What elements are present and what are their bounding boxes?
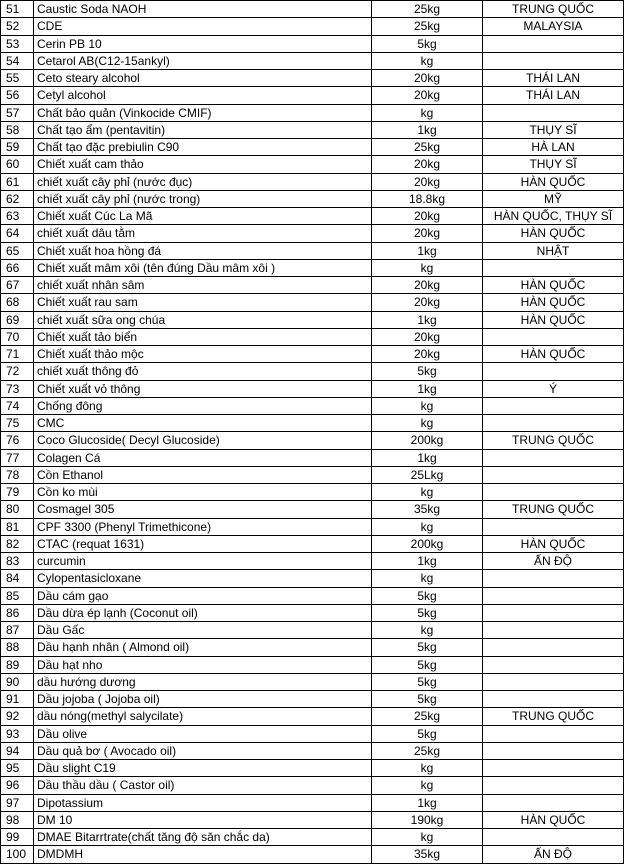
product-name-cell[interactable]: dầu nóng(methyl salycilate) <box>34 708 372 725</box>
product-name-cell[interactable]: Cetarol AB(C12-15ankyl) <box>34 52 372 69</box>
product-name-cell[interactable]: Dầu thầu dầu ( Castor oil) <box>34 777 372 794</box>
origin-country-cell[interactable]: THÁI LAN <box>483 87 624 104</box>
table-body <box>1 1 624 864</box>
table-row <box>1 259 624 276</box>
quantity-cell[interactable]: kg <box>372 52 483 69</box>
table-row <box>1 742 624 759</box>
product-name-cell[interactable]: Chiết xuất thảo mộc <box>34 346 372 363</box>
origin-country-cell[interactable] <box>483 829 624 846</box>
table-row <box>1 553 624 570</box>
table-row <box>1 173 624 190</box>
quantity-cell[interactable]: 25kg <box>372 139 483 156</box>
product-name-cell[interactable]: Dầu slight C19 <box>34 760 372 777</box>
row-number-cell[interactable]: 65 <box>1 242 34 259</box>
origin-country-cell[interactable]: THÁI LAN <box>483 70 624 87</box>
row-number-cell[interactable]: 62 <box>1 190 34 207</box>
row-number-cell[interactable]: 74 <box>1 397 34 414</box>
product-name-cell[interactable]: Cồn Ethanol <box>34 466 372 483</box>
table-row <box>1 466 624 483</box>
quantity-cell[interactable]: 1kg <box>372 553 483 570</box>
row-number-cell[interactable]: 100 <box>1 846 34 863</box>
origin-country-cell[interactable]: MALAYSIA <box>483 18 624 35</box>
table-row <box>1 518 624 535</box>
table-row <box>1 846 624 863</box>
row-number-cell[interactable]: 82 <box>1 535 34 552</box>
quantity-cell[interactable]: kg <box>372 570 483 587</box>
product-name-cell[interactable]: CPF 3300 (Phenyl Trimethicone) <box>34 518 372 535</box>
product-name-cell[interactable]: Ceto steary alcohol <box>34 70 372 87</box>
origin-country-cell[interactable] <box>483 104 624 121</box>
origin-country-cell[interactable] <box>483 794 624 811</box>
quantity-cell[interactable]: 5kg <box>372 363 483 380</box>
row-number-cell[interactable]: 88 <box>1 639 34 656</box>
origin-country-cell[interactable] <box>483 673 624 690</box>
quantity-cell[interactable]: 5kg <box>372 639 483 656</box>
row-number-cell[interactable]: 55 <box>1 70 34 87</box>
row-number-cell[interactable]: 69 <box>1 311 34 328</box>
quantity-cell[interactable]: 20kg <box>372 277 483 294</box>
row-number-cell[interactable]: 79 <box>1 484 34 501</box>
origin-country-cell[interactable]: THỤY SĨ <box>483 156 624 173</box>
table-row <box>1 673 624 690</box>
product-name-cell[interactable]: Dầu Gấc <box>34 622 372 639</box>
product-name-cell[interactable]: Dầu hạnh nhân ( Almond oil) <box>34 639 372 656</box>
origin-country-cell[interactable] <box>483 691 624 708</box>
row-number-cell[interactable]: 70 <box>1 328 34 345</box>
table-row <box>1 70 624 87</box>
table-row <box>1 535 624 552</box>
product-name-cell[interactable]: Cồn ko mùi <box>34 484 372 501</box>
product-name-cell[interactable]: chiết xuất cây phỉ (nước trong) <box>34 190 372 207</box>
table-row <box>1 346 624 363</box>
quantity-cell[interactable]: 5kg <box>372 587 483 604</box>
origin-country-cell[interactable]: THỤY SĨ <box>483 121 624 138</box>
row-number-cell[interactable]: 86 <box>1 604 34 621</box>
quantity-cell[interactable]: 20kg <box>372 156 483 173</box>
row-number-cell[interactable]: 58 <box>1 121 34 138</box>
origin-country-cell[interactable] <box>483 52 624 69</box>
table-row <box>1 242 624 259</box>
origin-country-cell[interactable]: ẤN ĐỘ <box>483 846 624 863</box>
product-name-cell[interactable]: Dầu cám gạo <box>34 587 372 604</box>
quantity-cell[interactable]: kg <box>372 415 483 432</box>
quantity-cell[interactable]: 5kg <box>372 673 483 690</box>
quantity-cell[interactable]: 25kg <box>372 742 483 759</box>
quantity-cell[interactable]: kg <box>372 518 483 535</box>
product-name-cell[interactable]: Chất tạo đặc prebiulin C90 <box>34 139 372 156</box>
row-number-cell[interactable]: 98 <box>1 811 34 828</box>
table-row <box>1 225 624 242</box>
origin-country-cell[interactable]: HÀN QUỐC <box>483 173 624 190</box>
origin-country-cell[interactable]: ẤN ĐỘ <box>483 553 624 570</box>
product-name-cell[interactable]: CTAC (requat 1631) <box>34 535 372 552</box>
table-row <box>1 760 624 777</box>
origin-country-cell[interactable]: TRUNG QUỐC <box>483 432 624 449</box>
quantity-cell[interactable]: 18.8kg <box>372 190 483 207</box>
quantity-cell[interactable]: 1kg <box>372 380 483 397</box>
origin-country-cell[interactable]: HÀN QUỐC, THỤY SĨ <box>483 208 624 225</box>
origin-country-cell[interactable]: HÀN QUỐC <box>483 811 624 828</box>
quantity-cell[interactable]: 20kg <box>372 346 483 363</box>
origin-country-cell[interactable] <box>483 35 624 52</box>
quantity-cell[interactable]: kg <box>372 484 483 501</box>
quantity-cell[interactable]: 20kg <box>372 328 483 345</box>
origin-country-cell[interactable] <box>483 363 624 380</box>
product-name-cell[interactable]: chiết xuất sữa ong chúa <box>34 311 372 328</box>
origin-country-cell[interactable] <box>483 742 624 759</box>
row-number-cell[interactable]: 56 <box>1 87 34 104</box>
product-name-cell[interactable]: dầu hướng dương <box>34 673 372 690</box>
table-row <box>1 1 624 18</box>
origin-country-cell[interactable] <box>483 604 624 621</box>
origin-country-cell[interactable] <box>483 725 624 742</box>
quantity-cell[interactable]: 1kg <box>372 449 483 466</box>
origin-country-cell[interactable] <box>483 484 624 501</box>
table-row <box>1 708 624 725</box>
quantity-cell[interactable]: 20kg <box>372 173 483 190</box>
product-name-cell[interactable]: CDE <box>34 18 372 35</box>
quantity-cell[interactable]: 25kg <box>372 1 483 18</box>
table-row <box>1 87 624 104</box>
table-row <box>1 811 624 828</box>
table-row <box>1 432 624 449</box>
product-name-cell[interactable]: Cosmagel 305 <box>34 501 372 518</box>
row-number-cell[interactable]: 71 <box>1 346 34 363</box>
origin-country-cell[interactable] <box>483 449 624 466</box>
table-row <box>1 328 624 345</box>
row-number-cell[interactable]: 51 <box>1 1 34 18</box>
row-number-cell[interactable]: 75 <box>1 415 34 432</box>
row-number-cell[interactable]: 68 <box>1 294 34 311</box>
quantity-cell[interactable]: 25Lkg <box>372 466 483 483</box>
quantity-cell[interactable]: 20kg <box>372 87 483 104</box>
origin-country-cell[interactable]: HÀN QUỐC <box>483 346 624 363</box>
table-row <box>1 35 624 52</box>
product-name-cell[interactable]: Dầu hạt nho <box>34 656 372 673</box>
origin-country-cell[interactable]: HÀ LAN <box>483 139 624 156</box>
origin-country-cell[interactable] <box>483 760 624 777</box>
origin-country-cell[interactable] <box>483 777 624 794</box>
quantity-cell[interactable]: 25kg <box>372 18 483 35</box>
row-number-cell[interactable]: 89 <box>1 656 34 673</box>
row-number-cell[interactable]: 92 <box>1 708 34 725</box>
origin-country-cell[interactable] <box>483 587 624 604</box>
quantity-cell[interactable]: 35kg <box>372 501 483 518</box>
table-row <box>1 691 624 708</box>
table-row <box>1 208 624 225</box>
product-name-cell[interactable]: Cylopentasicloxane <box>34 570 372 587</box>
origin-country-cell[interactable] <box>483 397 624 414</box>
product-name-cell[interactable]: Coco Glucoside( Decyl Glucoside) <box>34 432 372 449</box>
product-name-cell[interactable]: Dầu jojoba ( Jojoba oil) <box>34 691 372 708</box>
row-number-cell[interactable]: 53 <box>1 35 34 52</box>
product-name-cell[interactable]: Chiết xuất mâm xôi (tên đúng Dầu mâm xôi ) <box>34 259 372 276</box>
quantity-cell[interactable]: 190kg <box>372 811 483 828</box>
product-name-cell[interactable]: Chất bảo quản (Vinkocide CMIF) <box>34 104 372 121</box>
product-name-cell[interactable]: Dầu dừa ép lạnh (Coconut oil) <box>34 604 372 621</box>
row-number-cell[interactable]: 63 <box>1 208 34 225</box>
origin-country-cell[interactable] <box>483 328 624 345</box>
product-name-cell[interactable]: Chiết xuất rau sam <box>34 294 372 311</box>
table-row <box>1 190 624 207</box>
product-name-cell[interactable]: DMAE Bitarrtrate(chất tăng độ săn chắc da) <box>34 829 372 846</box>
quantity-cell[interactable]: 5kg <box>372 35 483 52</box>
product-name-cell[interactable]: chiết xuất cây phỉ (nước đục) <box>34 173 372 190</box>
product-name-cell[interactable]: CMC <box>34 415 372 432</box>
origin-country-cell[interactable]: TRUNG QUỐC <box>483 501 624 518</box>
quantity-cell[interactable]: 1kg <box>372 121 483 138</box>
table-row <box>1 587 624 604</box>
product-name-cell[interactable]: chiết xuất dâu tằm <box>34 225 372 242</box>
row-number-cell[interactable]: 85 <box>1 587 34 604</box>
product-name-cell[interactable]: Chiết xuất hoa hồng đá <box>34 242 372 259</box>
row-number-cell[interactable]: 67 <box>1 277 34 294</box>
table-row <box>1 104 624 121</box>
row-number-cell[interactable]: 94 <box>1 742 34 759</box>
quantity-cell[interactable]: 20kg <box>372 70 483 87</box>
table-row <box>1 139 624 156</box>
origin-country-cell[interactable]: NHẬT <box>483 242 624 259</box>
product-name-cell[interactable]: DMDMH <box>34 846 372 863</box>
row-number-cell[interactable]: 66 <box>1 259 34 276</box>
table-row <box>1 311 624 328</box>
origin-country-cell[interactable]: TRUNG QUỐC <box>483 708 624 725</box>
quantity-cell[interactable]: 20kg <box>372 294 483 311</box>
quantity-cell[interactable]: 20kg <box>372 225 483 242</box>
product-name-cell[interactable]: Chất tạo ẩm (pentavitin) <box>34 121 372 138</box>
origin-country-cell[interactable] <box>483 656 624 673</box>
table-row <box>1 277 624 294</box>
table-row <box>1 449 624 466</box>
quantity-cell[interactable]: 5kg <box>372 656 483 673</box>
product-name-cell[interactable]: chiết xuất nhân sâm <box>34 277 372 294</box>
row-number-cell[interactable]: 93 <box>1 725 34 742</box>
table-row <box>1 604 624 621</box>
table-row <box>1 156 624 173</box>
quantity-cell[interactable]: kg <box>372 259 483 276</box>
product-name-cell[interactable]: Dầu quả bơ ( Avocado oil) <box>34 742 372 759</box>
origin-country-cell[interactable]: HÀN QUỐC <box>483 311 624 328</box>
origin-country-cell[interactable] <box>483 518 624 535</box>
quantity-cell[interactable]: 1kg <box>372 311 483 328</box>
product-name-cell[interactable]: curcumin <box>34 553 372 570</box>
table-row <box>1 570 624 587</box>
quantity-cell[interactable]: 20kg <box>372 208 483 225</box>
table-row <box>1 829 624 846</box>
row-number-cell[interactable]: 91 <box>1 691 34 708</box>
quantity-cell[interactable]: 5kg <box>372 725 483 742</box>
product-name-cell[interactable]: DM 10 <box>34 811 372 828</box>
row-number-cell[interactable]: 97 <box>1 794 34 811</box>
table-row <box>1 380 624 397</box>
row-number-cell[interactable]: 59 <box>1 139 34 156</box>
product-name-cell[interactable]: Chiết xuất cam thảo <box>34 156 372 173</box>
origin-country-cell[interactable]: HÀN QUỐC <box>483 225 624 242</box>
quantity-cell[interactable]: 5kg <box>372 691 483 708</box>
table-row <box>1 18 624 35</box>
row-number-cell[interactable]: 61 <box>1 173 34 190</box>
table-row <box>1 52 624 69</box>
row-number-cell[interactable]: 54 <box>1 52 34 69</box>
table-row <box>1 294 624 311</box>
product-name-cell[interactable]: Dầu olive <box>34 725 372 742</box>
row-number-cell[interactable]: 77 <box>1 449 34 466</box>
origin-country-cell[interactable] <box>483 570 624 587</box>
product-name-cell[interactable]: Cetyl alcohol <box>34 87 372 104</box>
table-row <box>1 794 624 811</box>
product-name-cell[interactable]: Caustic Soda NAOH <box>34 1 372 18</box>
quantity-cell[interactable]: 25kg <box>372 708 483 725</box>
table-row <box>1 121 624 138</box>
table-row <box>1 363 624 380</box>
quantity-cell[interactable]: 35kg <box>372 846 483 863</box>
row-number-cell[interactable]: 95 <box>1 760 34 777</box>
table-row <box>1 397 624 414</box>
product-name-cell[interactable]: Cerin PB 10 <box>34 35 372 52</box>
row-number-cell[interactable]: 90 <box>1 673 34 690</box>
table-row <box>1 622 624 639</box>
origin-country-cell[interactable]: Ý <box>483 380 624 397</box>
table-row <box>1 777 624 794</box>
row-number-cell[interactable]: 99 <box>1 829 34 846</box>
origin-country-cell[interactable]: HÀN QUỐC <box>483 294 624 311</box>
product-name-cell[interactable]: Chiết xuất vỏ thông <box>34 380 372 397</box>
quantity-cell[interactable]: kg <box>372 104 483 121</box>
product-name-cell[interactable]: Dipotassium <box>34 794 372 811</box>
row-number-cell[interactable]: 76 <box>1 432 34 449</box>
origin-country-cell[interactable]: HÀN QUỐC <box>483 277 624 294</box>
product-name-cell[interactable]: chiết xuất thông đỏ <box>34 363 372 380</box>
row-number-cell[interactable]: 72 <box>1 363 34 380</box>
quantity-cell[interactable]: kg <box>372 760 483 777</box>
origin-country-cell[interactable] <box>483 415 624 432</box>
product-name-cell[interactable]: Chiết xuất tảo biển <box>34 328 372 345</box>
row-number-cell[interactable]: 83 <box>1 553 34 570</box>
table-row <box>1 639 624 656</box>
origin-country-cell[interactable]: HÀN QUỐC <box>483 535 624 552</box>
table-row <box>1 484 624 501</box>
origin-country-cell[interactable]: MỸ <box>483 190 624 207</box>
origin-country-cell[interactable] <box>483 259 624 276</box>
row-number-cell[interactable]: 80 <box>1 501 34 518</box>
quantity-cell[interactable]: kg <box>372 829 483 846</box>
quantity-cell[interactable]: kg <box>372 622 483 639</box>
origin-country-cell[interactable]: TRUNG QUỐC <box>483 1 624 18</box>
row-number-cell[interactable]: 73 <box>1 380 34 397</box>
row-number-cell[interactable]: 64 <box>1 225 34 242</box>
origin-country-cell[interactable] <box>483 639 624 656</box>
quantity-cell[interactable]: kg <box>372 777 483 794</box>
quantity-cell[interactable]: 5kg <box>372 604 483 621</box>
row-number-cell[interactable]: 57 <box>1 104 34 121</box>
row-number-cell[interactable]: 84 <box>1 570 34 587</box>
product-name-cell[interactable]: Chống đông <box>34 397 372 414</box>
row-number-cell[interactable]: 52 <box>1 18 34 35</box>
quantity-cell[interactable]: 200kg <box>372 535 483 552</box>
origin-country-cell[interactable] <box>483 466 624 483</box>
product-name-cell[interactable]: Chiết xuất Cúc La Mã <box>34 208 372 225</box>
quantity-cell[interactable]: 1kg <box>372 794 483 811</box>
row-number-cell[interactable]: 96 <box>1 777 34 794</box>
row-number-cell[interactable]: 60 <box>1 156 34 173</box>
table-row <box>1 725 624 742</box>
product-name-cell[interactable]: Colagen Cá <box>34 449 372 466</box>
table-row <box>1 415 624 432</box>
table-row <box>1 656 624 673</box>
origin-country-cell[interactable] <box>483 622 624 639</box>
row-number-cell[interactable]: 87 <box>1 622 34 639</box>
quantity-cell[interactable]: 200kg <box>372 432 483 449</box>
table-row <box>1 501 624 518</box>
row-number-cell[interactable]: 81 <box>1 518 34 535</box>
quantity-cell[interactable]: 1kg <box>372 242 483 259</box>
row-number-cell[interactable]: 78 <box>1 466 34 483</box>
quantity-cell[interactable]: kg <box>372 397 483 414</box>
